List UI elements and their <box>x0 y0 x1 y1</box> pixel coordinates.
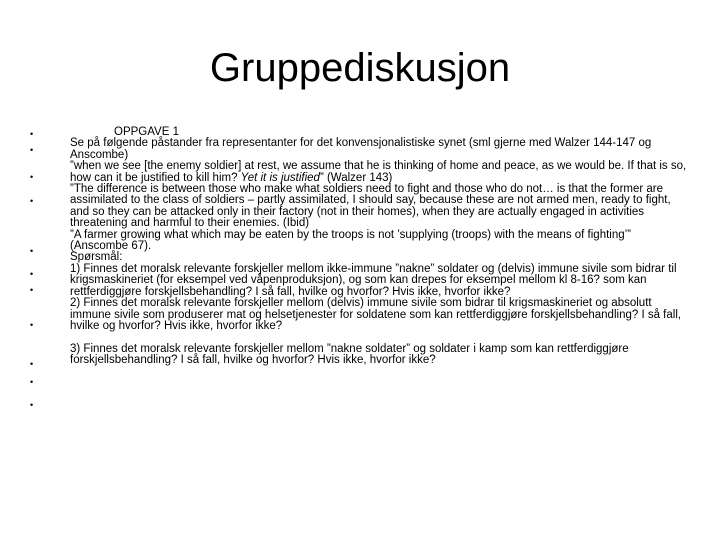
bullet-marker: • <box>30 320 34 330</box>
list-item: ”The difference is between those who make what soldiers need to fight and those who do not… is that the former are assimilated to the class of soldiers – partly assimilated, I should say, because these are not armed men, ready to fight, and so they can be attacked only in their factory (not in their homes), when they are actually engaged in activities threatening and harmful to their enemies. (Ibid) <box>70 183 671 230</box>
quote-walzer-cite: ” (Walzer 143) <box>319 171 393 184</box>
list-item: 2) Finnes det moralsk relevante forskjeller mellom (delvis) immune sivile som bidrar til krigsmaskineriet og absolutt immune sivile som produserer mat og helsetjenester for soldatene som kan rettferdiggjøre forskjellsbehandling? I så fall, hvilke og hvorfor? Hvis ikke, hvorfor ikke? <box>70 297 682 332</box>
list-item: 3) Finnes det moralsk relevante forskjeller mellom ”nakne soldater” og soldater i kamp som kan rettferdiggjøre forskjellsbehandling? I så fall, hvilke og hvorfor? Hvis ikke, hvorfor ikke? <box>70 342 629 367</box>
bullet-marker: • <box>30 145 34 155</box>
list-item: 1) Finnes det moralsk relevante forskjeller mellom ikke-immune ”nakne” soldater og (delvis) immune sivile som bidrar til krigsmaskineriet (for eksempel ved våpenproduksjon), og som kan drepes for eksempel mellom kl 8-16? som kan rettferdiggjøre forskjellsbehandling? I så fall, hvilke og hvorfor? Hvis ikke, hvorfor ikke? <box>70 262 677 298</box>
bullet-marker: • <box>30 285 34 295</box>
assignment-heading: OPPGAVE 1 <box>114 126 179 138</box>
bullet-marker: • <box>30 172 34 182</box>
quote-walzer-text: ”when we see [the enemy soldier] at rest, we assume that he is thinking of home and peace, as we would be. If that is so, how can it be justified to kill him? <box>70 160 687 184</box>
bullet-marker: • <box>30 196 34 206</box>
empty-list-item <box>70 332 690 343</box>
bullet-marker: • <box>30 129 34 139</box>
list-item: ”A farmer growing what which may be eaten by the troops is not ’supplying (troops) with the means of fighting’” (Anscombe 67). <box>70 228 632 253</box>
bullet-marker: • <box>30 359 34 369</box>
bullet-marker: • <box>30 246 34 256</box>
list-item: Spørsmål: <box>70 251 123 264</box>
quote-walzer-emphasis: Yet it is justified <box>240 171 320 184</box>
bullet-marker: • <box>30 269 34 279</box>
bullet-marker: • <box>30 377 34 387</box>
slide-body <box>70 127 690 367</box>
slide-title: Gruppediskusjon <box>209 46 511 90</box>
bullet-marker: • <box>30 400 34 410</box>
list-item: Se på følgende påstander fra representanter for det konvensjonalistiske synet (sml gjerne med Walzer 144-147 og Anscombe) <box>70 137 652 161</box>
list-item <box>70 161 690 184</box>
